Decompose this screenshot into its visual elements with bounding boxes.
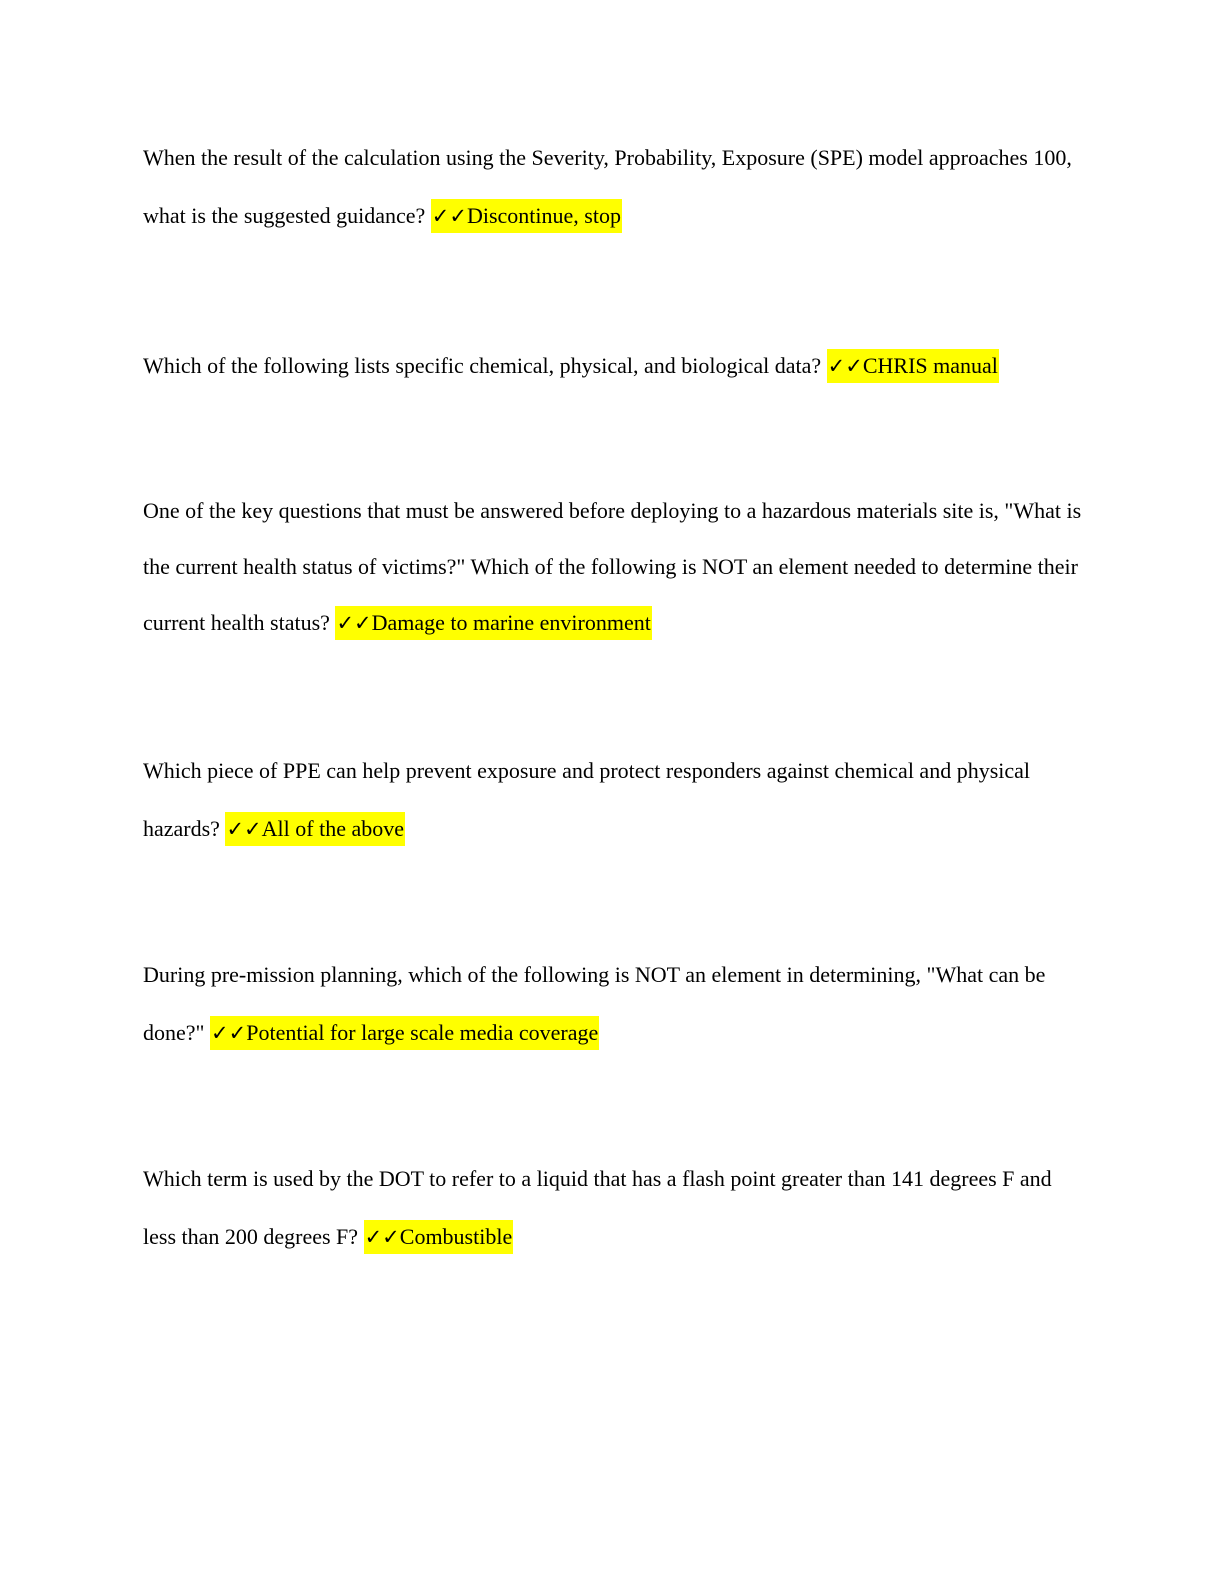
qa-item <box>143 1150 1083 1266</box>
qa-item <box>143 946 1083 1062</box>
qa-item <box>143 337 1083 395</box>
highlighted-answer <box>827 349 999 383</box>
qa-item <box>143 483 1083 651</box>
highlighted-answer <box>335 606 651 640</box>
qa-item <box>143 129 1083 245</box>
question-text: Which term is used by the DOT to refer to a liquid that has a flash point greater than 141 degrees F and less than 200 degrees F? <box>143 1166 1052 1249</box>
highlighted-answer <box>431 199 622 233</box>
question-text: During pre-mission planning, which of the following is NOT an element in determining, "What can be done?" <box>143 962 1046 1045</box>
double-check-icon: ✓✓ <box>364 1225 400 1249</box>
question-text: Which piece of PPE can help prevent exposure and protect responders against chemical and physical hazards? <box>143 758 1031 841</box>
answer-text: All of the above <box>261 816 405 841</box>
qa-item <box>143 742 1083 858</box>
double-check-icon: ✓✓ <box>336 611 372 635</box>
highlighted-answer <box>225 812 405 846</box>
answer-text: CHRIS manual <box>862 353 998 378</box>
highlighted-answer <box>364 1220 514 1254</box>
answer-text: Combustible <box>399 1224 513 1249</box>
question-text: Which of the following lists specific chemical, physical, and biological data? <box>143 353 822 378</box>
double-check-icon: ✓✓ <box>211 1021 247 1045</box>
answer-text: Discontinue, stop <box>466 203 621 228</box>
question-text: One of the key questions that must be answered before deploying to a hazardous materials site is, "What is the current health status of victims?" Which of the following is NOT an element needed to determine their current health status? <box>143 498 1082 635</box>
double-check-icon: ✓✓ <box>431 204 467 228</box>
answer-text: Damage to marine environment <box>371 610 651 635</box>
double-check-icon: ✓✓ <box>226 817 262 841</box>
double-check-icon: ✓✓ <box>827 354 863 378</box>
answer-text: Potential for large scale media coverage <box>246 1020 599 1045</box>
highlighted-answer <box>210 1016 599 1050</box>
question-text: When the result of the calculation using the Severity, Probability, Exposure (SPE) model approaches 100, what is the suggested guidance? <box>143 145 1072 228</box>
